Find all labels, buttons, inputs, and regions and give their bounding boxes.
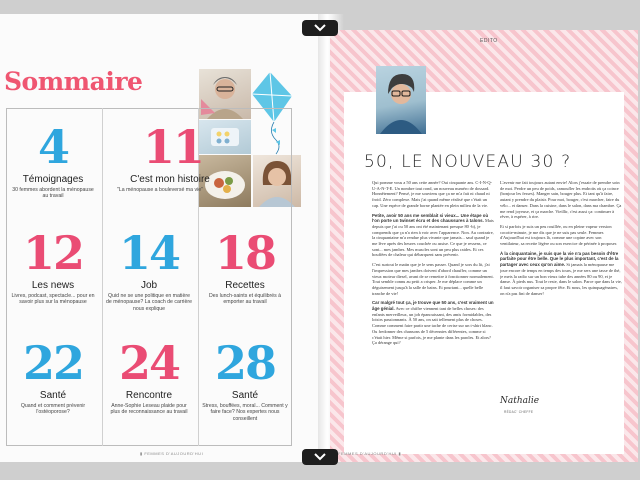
signature: Nathalie (500, 396, 540, 406)
entry-description: Livres, podcast, spectacle... pour en savoir plus sur la ménopause (11, 293, 95, 306)
paragraph: L'avenir me fait toujours autant envie! Alors j'essaie de prendre soin de moi. Perdre un peu de poids, camoufler les endroits où ça coince (bonjour les fesses). Manger sain, bouger plus. Et tant qu'à faire, autant y prendre du plaisir. Pour moi, bouger, c'est marcher, faire du vélo... et danser. Dans la cuisine, dans le salon, dans ma chambre. Ça me rend joyeuse, et ça marche. Vieillir, c'est aussi ça: continuer à rêver, à espérer, à rire. (500, 180, 622, 220)
paragraph: Qui pomme vous a 50 ans cette année? Oui cinquante ans. C-I-N-Q-U-A-N-T-E. Un nombre tout rond, un nouveau numéro de dossard. Honnêtement? Pensé, je me souviens que ça ne m'a fait ni chaud ni froid. Zéro complexe. Mais j'ai quand même réalisé que c'était un cap. Une espèce de grande borne plantée en plein milieu de la vie. (372, 180, 492, 208)
paragraph: C'est surtout le matin que je le sens passer. Quand je sors du lit, j'ai l'impression que mes jambes doivent d'abord chauffer, comme un vieux moteur diesel, avant de se remettre à fonctionner normalement. Tout semble connu au petit a crisper. Je me déplace comme un déguisement jusqu'à la salle de bains. Et pourtant... quelle belle tranche de vie! (372, 262, 494, 296)
entry-description: Anne-Sophie Leseau plaide pour plus de reconnaissance au travail (110, 403, 188, 416)
entry-title: Recettes (225, 280, 265, 291)
page-number: 24 (118, 336, 179, 390)
next-page-button[interactable] (302, 449, 338, 465)
page-number: 28 (214, 336, 275, 390)
entry-title: Les news (31, 280, 75, 291)
photo-editor (376, 66, 426, 134)
page-title: Sommaire (4, 67, 143, 96)
paragraph: Petite, avoir 50 ans me semblait si vieux... Une étape où l'on porte un twinset écru et des chaussures à talons. Mais depuis que j'ai ou 50 ans ont été maintenant presque 80 -b), je comprends que ça n'a rien à voir avec l'apparence. Non. Au contraire, la cinquantaine m'a rendue plus vivante que jamais... sauf quand je me lève après des heures couchée ou assise. Ce que je ressens, ce sont... mes jambes. Mes muscles sont un peu plus raides. Et ces bouffées de chaleur qui débarquent sans prévenir. (372, 212, 494, 258)
entry-title: C'est mon histoire (130, 174, 210, 185)
signature-role: RÉDAC' CHEFFE (504, 410, 534, 414)
section-tag: EDITO (480, 38, 498, 44)
contents-entry[interactable] (198, 336, 292, 422)
text-column-left (372, 180, 494, 380)
text-column-right (500, 180, 622, 380)
paragraph: Car malgré tout ça, je trouve que 50 ans, c'est vraiment un âge génial. Avec ce chiffre viennent tant de belles choses: des enfants merveilleux, un job épanouissant, des amis formidables, des loisirs passionnants. À 50 ans, on sait tellement plus de choses. Comme comment faire partir une tache de cerise sur un t-shirt blanc. Ou fredonner des chansons de 5 décennies différentes, comme si c'était hier. Même si parfois, je me plante dans les paroles. Et alors? Ça dérange qui? (372, 300, 494, 346)
contents-entry[interactable] (102, 226, 196, 312)
entry-title: Rencontre (125, 390, 173, 401)
contents-entry[interactable] (6, 336, 100, 416)
entry-description: "La ménopause a bouleversé ma vie" (117, 187, 203, 193)
entry-description: 30 femmes abordent la ménopause au travail (12, 187, 94, 200)
entry-title: Santé (39, 390, 67, 401)
page-number: 14 (118, 226, 179, 280)
entry-description: Stress, bouffées, moral... Comment y faire face? Nos expertes nous conseillent (202, 403, 288, 422)
contents-entry[interactable] (198, 226, 292, 306)
entry-title: Job (140, 280, 158, 291)
page-number: 18 (214, 226, 275, 280)
chevron-down-icon (314, 24, 326, 32)
page-number: 4 (37, 120, 68, 174)
editorial-headline: 50, LE NOUVEAU 30 ? (364, 152, 572, 172)
page-folio: ▮ FEMMES D'AUJOURD'HUI (140, 451, 204, 456)
page-number: 22 (22, 336, 83, 390)
page-number: 12 (22, 226, 83, 280)
contents-entry[interactable] (6, 226, 100, 306)
page-folio: FEMMES D'AUJOURD'HUI ▮ (338, 451, 402, 456)
contents-entry[interactable] (102, 336, 196, 416)
page-number: 11 (142, 120, 203, 174)
entry-title: Témoignages (22, 174, 84, 185)
right-page (330, 30, 638, 462)
entry-description: Quid ne se une politique en matière de ménopause? La coach de carrière nous explique (106, 293, 192, 312)
entry-description: Quand et comment prévenir l'ostéoporose? (20, 403, 86, 416)
paragraph: À la cinquantaine, je suis que la vie n'a pas besoin d'être parfaite pour être belle. Que le plus important, c'est de la partager avec ceux qu'on aime. Si jamais la ménopause me joue encore de temps en temps des tours, je me sers une tasse de thé, je mets la radio sur un bon vieux tube des années 80 ou 90, et je danse. À pieds nus. Tout le reste, dans le salon. Parce que dans la vie, il faut savoir organiser sa propre fête. Et nous, les quinquagénaires, on n'a pas fini de danser! (500, 250, 622, 296)
paragraph: Et si parfois je suis un peu rouillée, ou en pleine vapeur version cocotte-minute, je me dis que je ne suis pas seule. Femmes d'Aujourd'hui est toujours là, comme une copine avec son ventilateur, sa recette légère ou son exercice de périnée à proposer. (500, 223, 618, 247)
prev-page-button[interactable] (302, 20, 338, 36)
entry-title: Santé (231, 390, 259, 401)
chevron-down-icon (314, 453, 326, 461)
entry-description: Des lunch-saints et équilibrés à emporter au travail (208, 293, 282, 306)
left-page (0, 14, 320, 462)
contents-entry[interactable] (104, 120, 292, 193)
